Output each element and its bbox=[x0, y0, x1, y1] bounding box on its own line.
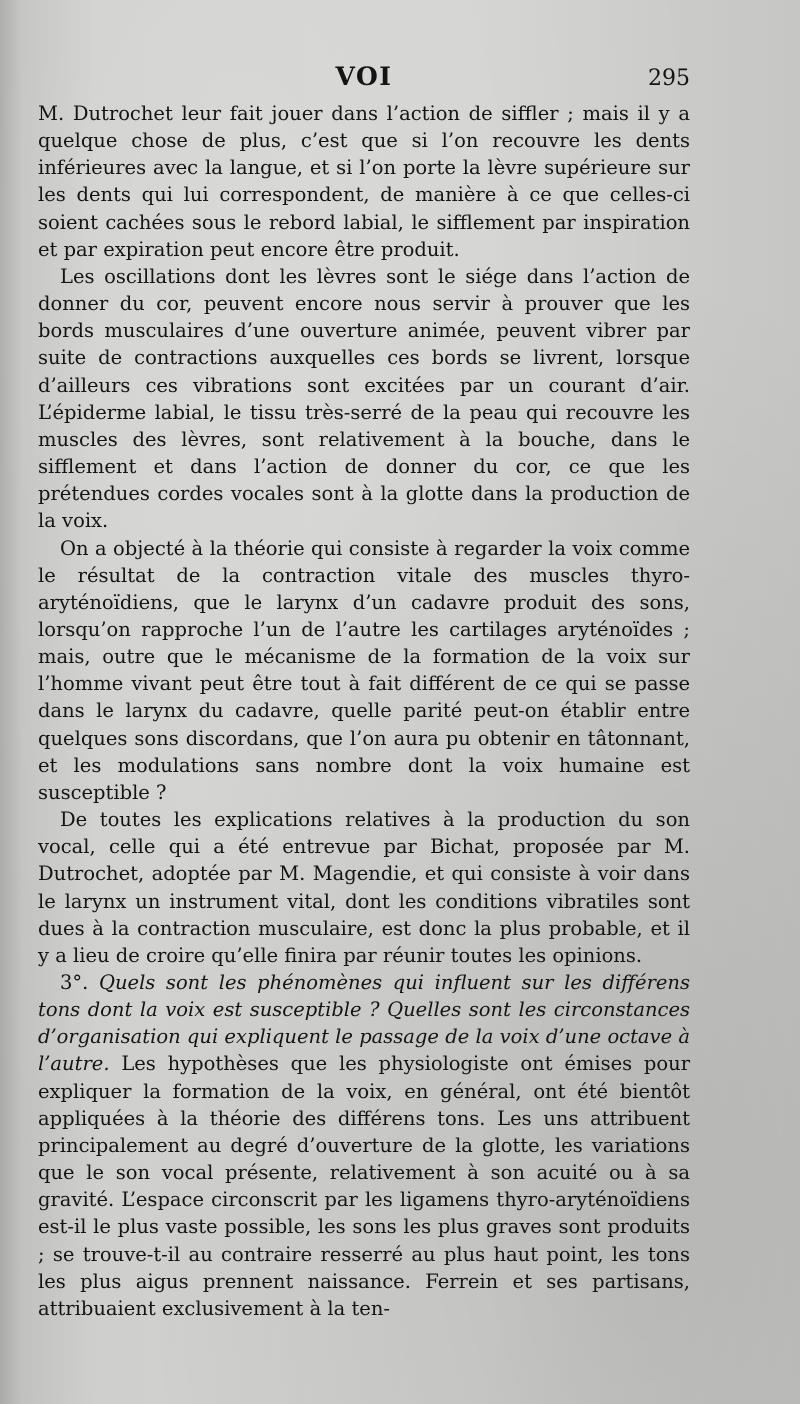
running-head: VOI bbox=[335, 62, 393, 91]
body-text bbox=[38, 100, 690, 1322]
paragraph-5 bbox=[38, 969, 690, 1322]
page-gutter-shadow bbox=[0, 0, 22, 1404]
page-header bbox=[38, 62, 690, 98]
paragraph-3: On a objecté à la théorie qui consiste à regarder la voix comme le résultat de la contraction vitale des muscles thyro-aryténoïdiens, que le larynx d’un cadavre produit des sons, lorsqu’on rapproche l’un de l’autre les cartilages aryténoïdes ; mais, outre que le mécanisme de la formation de la voix sur l’homme vivant peut être tout à fait différent de ce qui se passe dans le larynx du cadavre, quelle parité peut-on établir entre quelques sons discordans, que l’on aura pu obtenir en tâtonnant, et les modulations sans nombre dont la voix humaine est susceptible ? bbox=[38, 536, 690, 804]
paragraph-4: De toutes les explications relatives à la production du son vocal, celle qui a été entrevue par Bichat, proposée par M. Dutrochet, adoptée par M. Magendie, et qui consiste à voir dans le larynx un instrument vital, dont les conditions vibratiles sont dues à la contraction musculaire, est donc la plus probable, et il y a lieu de croire qu’elle finira par réunir toutes les opinions. bbox=[38, 808, 690, 967]
section-number: 3°. bbox=[60, 971, 89, 994]
paragraph-2: Les oscillations dont les lèvres sont le siége dans l’action de donner du cor, peuvent encore nous servir à prouver que les bords musculaires d’une ouverture animée, peuvent vibrer par suite de contractions auxquelles ces bords se livrent, lorsque d’ailleurs ces vibrations sont excitées par un courant d’air. L’épiderme labial, le tissu très-serré de la peau qui recouvre les muscles des lèvres, sont relativement à la bouche, dans le sifflement et dans l’action de donner du cor, ce que les prétendues cordes vocales sont à la glotte dans la production de la voix. bbox=[38, 264, 690, 533]
paragraph-1: M. Dutrochet leur fait jouer dans l’action de siffler ; mais il y a quelque chose de plus, c’est que si l’on recouvre les dents inférieures avec la langue, et si l’on porte la lèvre supérieure sur les dents qui lui correspondent, de manière à ce que celles-ci soient cachées sous le rebord labial, le sifflement par inspiration et par expiration peut encore être produit. bbox=[38, 102, 690, 261]
page-number: 295 bbox=[648, 66, 690, 91]
section-text: Les hypothèses que les physiologiste ont émises pour expliquer la formation de la voix, en général, ont été bientôt appliquées à la théorie des différens tons. Les uns attribuent principalement au degré d’ouverture de la glotte, les variations que le son vocal présente, relativement à son acuité ou à sa gravité. L’espace circonscrit par les ligamens thyro-aryténoïdiens est-il le plus vaste possible, les sons les plus graves sont produits ; se trouve-t-il au contraire resserré au plus haut point, les tons les plus aigus prennent naissance. Ferrein et ses partisans, attribuaient exclusivement à la ten- bbox=[38, 1052, 691, 1320]
section-question: Quels sont les phénomènes qui influent sur les différens tons dont la voix est susceptible ? Quelles sont les circonstances d’organisation qui expliquent le passage de la voix d’une octave à l’autre. bbox=[38, 971, 690, 1076]
